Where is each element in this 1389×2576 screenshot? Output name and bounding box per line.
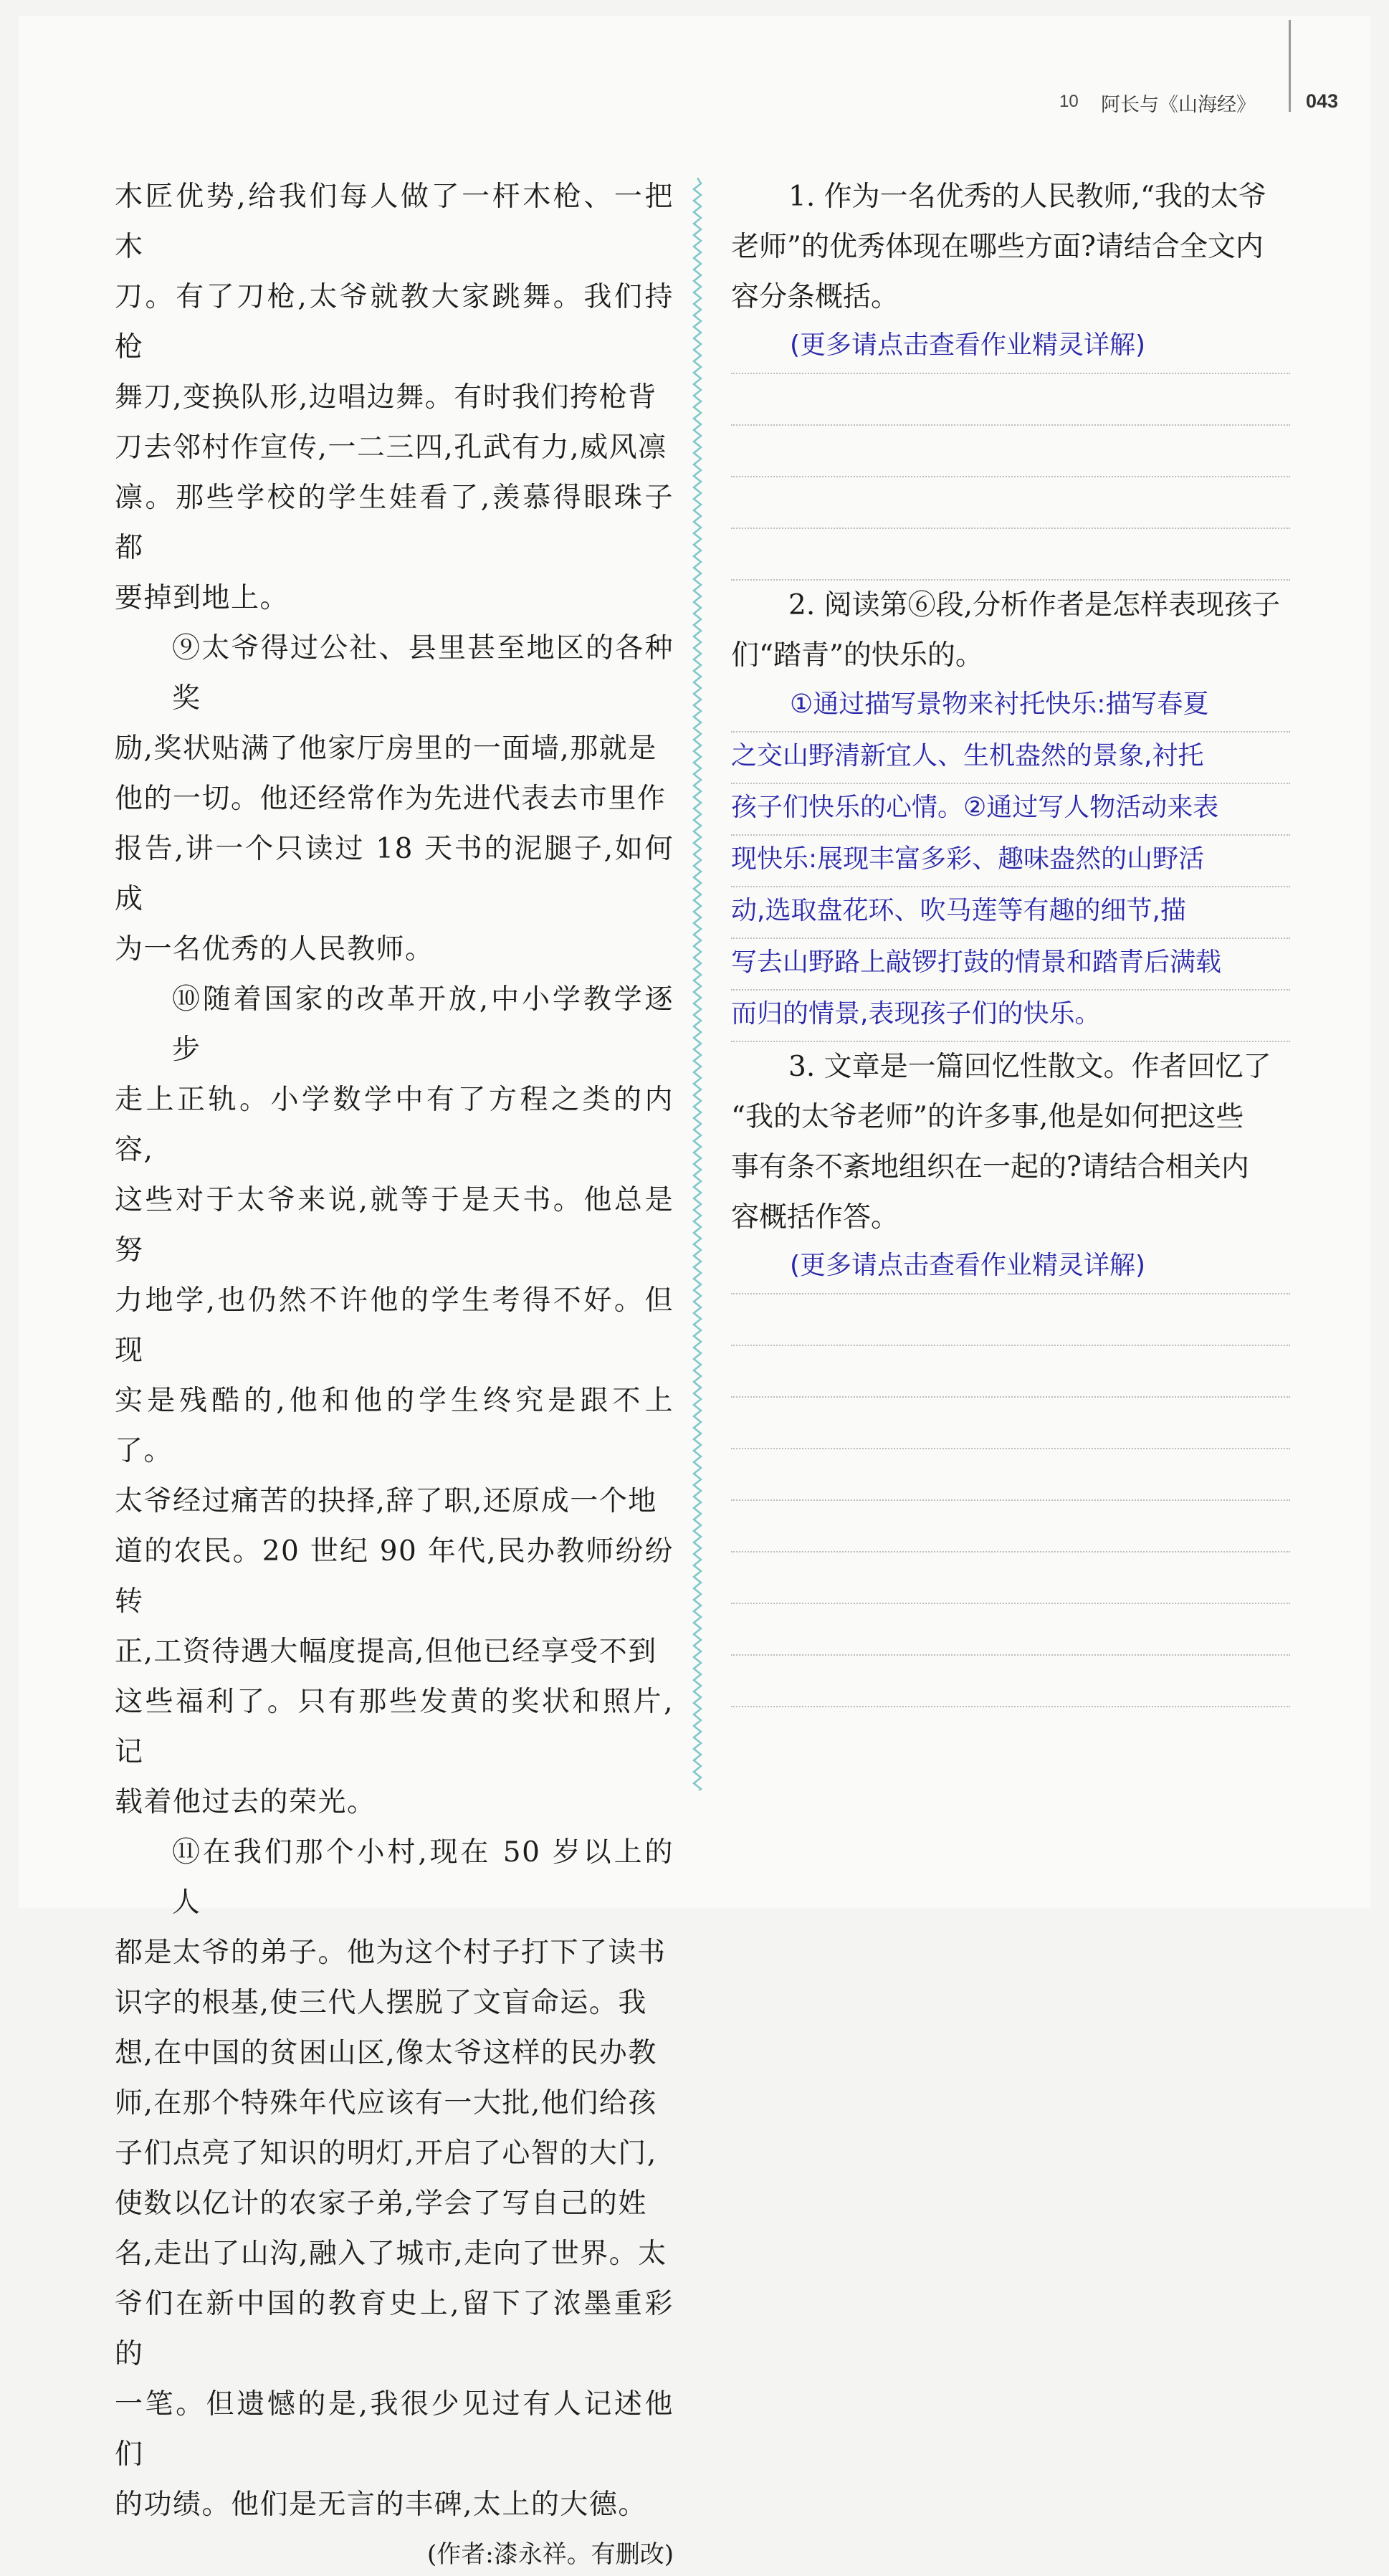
answer-line: ①通过描写景物来衬托快乐:描写春夏	[731, 681, 1290, 733]
question-text-line: “我的太爷老师”的许多事,他是如何把这些	[731, 1101, 1244, 1133]
answer-blank-line[interactable]	[731, 477, 1290, 529]
question-text-line: 事有条不紊地组织在一起的?请结合相关内	[731, 1151, 1249, 1183]
text-line: ⑪在我们那个小村,现在 50 岁以上的人	[172, 1836, 674, 1919]
text-line: 刀去邻村作宣传,一二三四,孔武有力,威风凛	[115, 431, 667, 464]
answer-line: 动,选取盘花环、吹马莲等有趣的细节,描	[731, 887, 1290, 939]
answer-blank-line[interactable]	[731, 1501, 1290, 1552]
text-line: 使数以亿计的农家子弟,学会了写自己的姓	[115, 2188, 647, 2220]
text-line: 舞刀,变换队形,边唱边舞。有时我们挎枪背	[115, 381, 657, 414]
text-line: 一笔。但遗憾的是,我很少见过有人记述他们	[115, 2388, 674, 2471]
paragraph-10	[115, 975, 674, 1828]
header-rule	[1289, 20, 1291, 112]
text-line: ⑨太爷得过公社、县里甚至地区的各种奖	[172, 632, 674, 715]
answer-blank-line[interactable]	[731, 426, 1290, 477]
answer-line: 之交山野清新宜人、生机盎然的景象,衬托	[731, 733, 1290, 784]
text-line: 太爷经过痛苦的抉择,辞了职,还原成一个地	[115, 1485, 657, 1517]
answer-blank-line[interactable]	[731, 1552, 1290, 1604]
text-line: 为一名优秀的人民教师。	[115, 933, 434, 965]
answer-line: 而归的情景,表现孩子们的快乐。	[731, 991, 1290, 1042]
chapter-number: 10	[1059, 92, 1079, 111]
text-line: 凛。那些学校的学生娃看了,羡慕得眼珠子都	[115, 482, 674, 564]
paragraph-continued	[115, 172, 674, 624]
answer-blank-line[interactable]	[731, 1604, 1290, 1656]
text-line: 载着他过去的荣光。	[115, 1786, 376, 1818]
text-line: 刀。有了刀枪,太爷就教大家跳舞。我们持枪	[115, 281, 674, 363]
text-line: 识字的根基,使三代人摆脱了文盲命运。我	[115, 1987, 647, 2019]
answer-blank-line[interactable]	[731, 374, 1290, 426]
question-text-line: 2. 阅读第⑥段,分析作者是怎样表现孩子	[788, 589, 1281, 621]
text-line: 力地学,也仍然不许他的学生考得不好。但现	[115, 1284, 674, 1367]
author-byline: (作者:漆永祥。有删改)	[427, 2540, 674, 2569]
question-text-line: 1. 作为一名优秀的人民教师,“我的太爷	[788, 181, 1266, 213]
answer-line: 孩子们快乐的心情。②通过写人物活动来表	[731, 784, 1290, 836]
text-line: 子们点亮了知识的明灯,开启了心智的大门,	[115, 2137, 657, 2170]
text-line: 木匠优势,给我们每人做了一杆木枪、一把木	[115, 181, 674, 263]
text-line: 的功绩。他们是无言的丰碑,太上的大德。	[115, 2489, 647, 2521]
text-line: 这些对于太爷来说,就等于是天书。他总是努	[115, 1184, 674, 1266]
page-number: 043	[1306, 90, 1339, 112]
text-line: 想,在中国的贫困山区,像太爷这样的民办教	[115, 2037, 657, 2069]
question-1	[731, 172, 1290, 581]
text-line: 励,奖状贴满了他家厅房里的一面墙,那就是	[115, 733, 657, 765]
text-line: 要掉到地上。	[115, 582, 290, 614]
question-text-line: 3. 文章是一篇回忆性散文。作者回忆了	[788, 1051, 1271, 1083]
text-line: 都是太爷的弟子。他为这个村子打下了读书	[115, 1937, 667, 1969]
text-line: 报告,讲一个只读过 18 天书的泥腿子,如何成	[115, 833, 674, 915]
answer-blank-line[interactable]	[731, 1656, 1290, 1707]
answer-line: 现快乐:展现丰富多彩、趣味盎然的山野活	[731, 836, 1290, 887]
text-line: 他的一切。他还经常作为先进代表去市里作	[115, 783, 667, 815]
text-line: ⑩随着国家的改革开放,中小学教学逐步	[172, 983, 674, 1066]
text-line: 名,走出了山沟,融入了城市,走向了世界。太	[115, 2238, 667, 2270]
question-text-line: 们“踏青”的快乐的。	[731, 639, 983, 672]
column-divider	[692, 178, 702, 1790]
text-line: 师,在那个特殊年代应该有一大批,他们给孩	[115, 2087, 657, 2119]
answer-blank-line[interactable]	[731, 1398, 1290, 1449]
answer-blank-line[interactable]	[731, 529, 1290, 581]
answer-line: 写去山野路上敲锣打鼓的情景和踏青后满载	[731, 939, 1290, 991]
text-line: 走上正轨。小学数学中有了方程之类的内容,	[115, 1084, 674, 1166]
article-column	[115, 172, 674, 2576]
answer-blank-line[interactable]	[731, 1346, 1290, 1398]
text-line: 爷们在新中国的教育史上,留下了浓墨重彩的	[115, 2288, 674, 2370]
chapter-title: 阿长与《山海经》	[1101, 94, 1256, 116]
question-3	[731, 1042, 1290, 1707]
question-text-line: 容分条概括。	[731, 281, 899, 313]
text-line: 这些福利了。只有那些发黄的奖状和照片,记	[115, 1686, 674, 1768]
paragraph-11	[115, 1828, 674, 2530]
question-2	[731, 581, 1290, 1042]
view-solution-link[interactable]: (更多请点击查看作业精灵详解)	[731, 323, 1290, 374]
view-solution-link[interactable]: (更多请点击查看作业精灵详解)	[731, 1243, 1290, 1294]
text-line: 道的农民。20 世纪 90 年代,民办教师纷纷转	[115, 1535, 674, 1618]
text-line: 实是残酷的,他和他的学生终究是跟不上了。	[115, 1385, 674, 1467]
question-text-line: 老师”的优秀体现在哪些方面?请结合全文内	[731, 231, 1264, 263]
answer-blank-line[interactable]	[731, 1294, 1290, 1346]
text-line: 正,工资待遇大幅度提高,但他已经享受不到	[115, 1636, 657, 1668]
questions-column	[731, 172, 1290, 1707]
paragraph-9	[115, 624, 674, 975]
question-text-line: 容概括作答。	[731, 1201, 899, 1234]
answer-blank-line[interactable]	[731, 1449, 1290, 1501]
